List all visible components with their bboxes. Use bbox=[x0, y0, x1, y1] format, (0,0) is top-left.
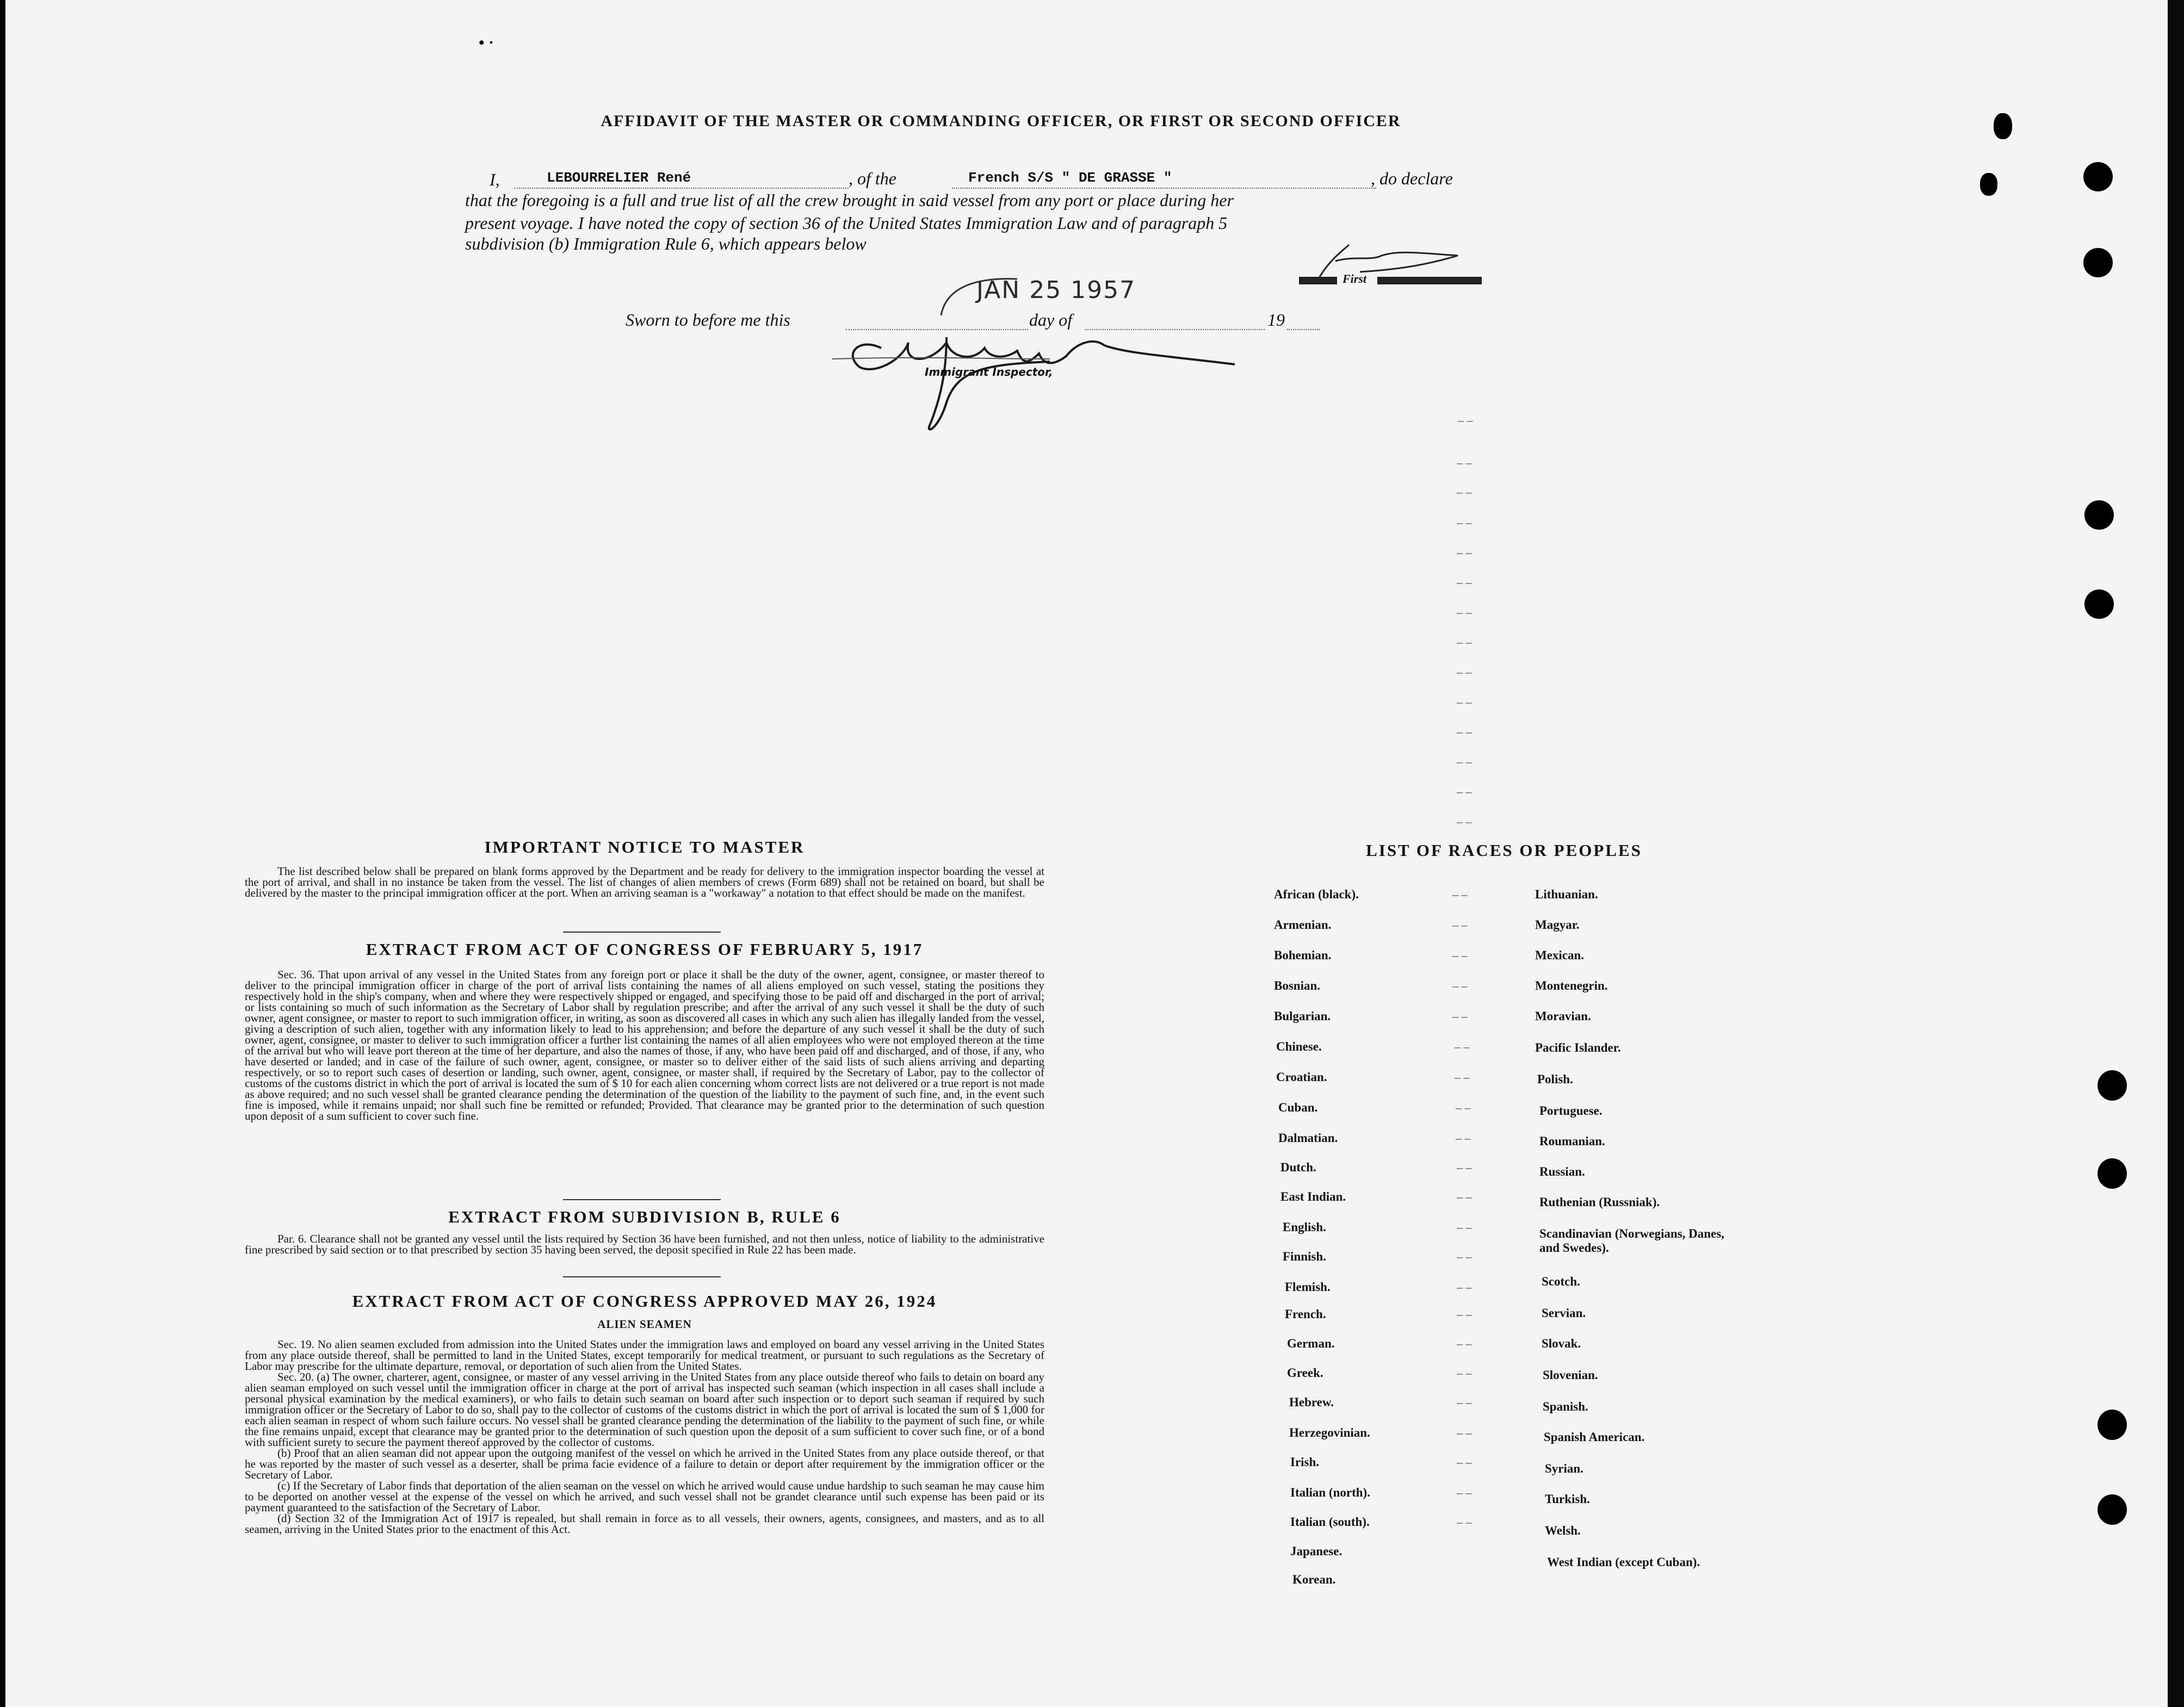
race-item: Slovenian. bbox=[1543, 1368, 1598, 1382]
extract-1917-paragraph: Sec. 36. That upon arrival of any vessel in the United States from any foreign port or place it shall be the duty of the owner, agent, consignee, or master thereof to deliver to the principal immigration officer in charge of the port of arrival lists containing the names of all aliens employed on such vessel, stating the positions they respectively hold in the ship's company, when and where they were respectively shipped or engaged, and specifying those to be paid off and discharged in the port of arrival; or lists containing so much of such information as the Secretary of Labor shall by regulation prescribe; and after the arrival of any such vessel it shall be the duty of such owner, agent consignee, or master to report to such immigration officer, in writing, as soon as discovered all cases in which any such alien has illegally landed from the vessel, giving a description of such alien, together with any information likely to lead to his apprehension; and before the departure of any such vessel it shall be the duty of such owner, agent, consignee, or master to deliver to such immigration officer a further list containing the names of all alien employees who were not employed thereon at the time of the arrival but who will leave port thereon at the time of her departure, and also the names of those, if any, who have been paid off and discharged, and of those, if any, who have deserted or landed; and in case of the failure of such owner, agent, consignee, or master so to deliver either of the said lists of such aliens arriving and departing respectively, or so to report such cases of desertion or landing, such owner, agent, consignee, or master shall, if required by the Secretary of Labor, pay to the collector of customs of the customs district in which the port of arrival is located the sum of $ 10 for each alien concerning whom correct lists are not delivered or a true report is not made as above required; and no such vessel shall be granted clearance pending the determination of the question of the liability to the payment of such fine, and, in the event such fine is imposed, while it remains unpaid; nor shall such fine be remitted or refunded; Provided. That clearance may be granted prior to the determination of such question upon deposit of a sum sufficient to cover such fine. bbox=[245, 968, 1044, 1122]
race-item: Scotch. bbox=[1542, 1275, 1580, 1288]
separator-dash: ‒ ‒ bbox=[1457, 1455, 1472, 1469]
separator-dash: ‒ ‒ bbox=[1456, 1131, 1471, 1145]
extract-rule6-title: EXTRACT FROM SUBDIVISION B, RULE 6 bbox=[448, 1207, 841, 1226]
vessel-name: French S/S " DE GRASSE " bbox=[968, 170, 1172, 186]
extract-rule6-text bbox=[245, 1233, 1044, 1255]
day-of-label: day of bbox=[1029, 310, 1073, 330]
separator-dash: ‒ ‒ bbox=[1452, 1009, 1468, 1023]
affidavit-line-3: present voyage. I have noted the copy of section 36 of the United States Immigration Law and of paragraph 5 bbox=[465, 213, 1228, 233]
separator-dash: ‒ ‒ bbox=[1457, 695, 1472, 709]
binder-hole bbox=[2098, 1158, 2127, 1189]
separator-dash: ‒ ‒ bbox=[1452, 887, 1468, 901]
race-item: Servian. bbox=[1542, 1306, 1586, 1320]
separator-dash: ‒ ‒ bbox=[1457, 516, 1472, 529]
race-item: Armenian. bbox=[1274, 918, 1332, 932]
binder-hole bbox=[2084, 500, 2114, 530]
separator-dash: ‒ ‒ bbox=[1457, 635, 1472, 649]
extract-1917-text bbox=[245, 969, 1044, 1121]
separator-dash: ‒ ‒ bbox=[1457, 1337, 1472, 1350]
race-item: Pacific Islander. bbox=[1535, 1041, 1621, 1054]
race-item: Korean. bbox=[1292, 1573, 1336, 1586]
race-item: Herzegovinian. bbox=[1289, 1426, 1370, 1439]
binder-hole bbox=[2084, 589, 2114, 619]
separator-dash: ‒ ‒ bbox=[1455, 1040, 1470, 1053]
affidavit-line-2: that the foregoing is a full and true list of all the crew brought in said vessel from any port or place during her bbox=[465, 190, 1234, 210]
race-item: Mexican. bbox=[1535, 948, 1585, 962]
officer-signature bbox=[1295, 239, 1480, 299]
separator-dash: ‒ ‒ bbox=[1452, 979, 1468, 992]
race-item: Roumanian. bbox=[1539, 1134, 1605, 1148]
race-item: Finnish. bbox=[1283, 1250, 1326, 1263]
race-item: Magyar. bbox=[1535, 918, 1580, 932]
document-page bbox=[5, 0, 2168, 1707]
race-item: Bohemian. bbox=[1274, 948, 1332, 962]
separator-dash: ‒ ‒ bbox=[1457, 1220, 1472, 1234]
separator-dash: ‒ ‒ bbox=[1457, 545, 1472, 559]
race-item: African (black). bbox=[1274, 887, 1359, 901]
separator-dash: ‒ ‒ bbox=[1455, 1070, 1470, 1084]
separator-dash: ‒ ‒ bbox=[1457, 456, 1472, 469]
master-name: LEBOURRELIER René bbox=[547, 170, 691, 186]
race-item: English. bbox=[1283, 1220, 1326, 1234]
races-title: LIST OF RACES OR PEOPLES bbox=[1366, 841, 1642, 860]
race-item: Lithuanian. bbox=[1535, 887, 1598, 901]
separator-dash: ‒ ‒ bbox=[1452, 948, 1468, 962]
race-item: Spanish American. bbox=[1544, 1430, 1645, 1444]
race-item: Bosnian. bbox=[1274, 979, 1321, 992]
race-item: Polish. bbox=[1537, 1072, 1573, 1086]
race-item: Italian (south). bbox=[1290, 1515, 1370, 1529]
race-item: Slovak. bbox=[1542, 1337, 1581, 1350]
binder-hole bbox=[2098, 1070, 2127, 1101]
race-item: Italian (north). bbox=[1290, 1486, 1370, 1499]
struck-title-right bbox=[1377, 277, 1482, 284]
extract-1924-paragraph: (c) If the Secretary of Labor finds that deportation of the alien seaman on the vessel on which he arrived would cause undue hardship to such seaman he may cause him to be deported on another vessel at the expense of the vessel on which he arrived, and such vessel shall not be grandet clearance until such expense has been paid or its payment guaranteed to the satisfaction of the Secretary of Labor. bbox=[245, 1479, 1044, 1514]
race-item: Hebrew. bbox=[1289, 1395, 1334, 1409]
divider bbox=[563, 932, 721, 933]
notice-text bbox=[245, 866, 1044, 898]
extract-1924-paragraph: (d) Section 32 of the Immigration Act of 1917 is repealed, but shall remain in force as to all vessels, their owners, agents, consignees, and masters, and as to all seamen, arriving in the United States prior to the enactment of this Act. bbox=[245, 1512, 1044, 1536]
race-item: Cuban. bbox=[1278, 1101, 1318, 1114]
race-item: German. bbox=[1287, 1337, 1335, 1350]
divider bbox=[563, 1199, 721, 1200]
extract-rule6-paragraph: Par. 6. Clearance shall not be granted any vessel until the lists required by Section 36 have been furnished, and not then unless, notice of liability to the administrative fine prescribed by said section or to that prescribed by section 35 having been served, the deposit specified in Rule 22 has been made. bbox=[245, 1232, 1044, 1256]
notice-paragraph: The list described below shall be prepared on blank forms approved by the Department and be ready for delivery to the immigration inspector boarding the vessel at the port of arrival, and shall in no instance be taken from the vessel. The list of changes of alien members of crews (Form 689) shall not be retained on board, but shall be delivered by the master to the principal immigration officer at the port. When an arriving seaman is a "workaway" a notation to that effect should be made on the manifest. bbox=[245, 865, 1044, 899]
race-item: Turkish. bbox=[1545, 1492, 1590, 1506]
separator-dash: ‒ ‒ bbox=[1457, 755, 1472, 768]
race-item: Scandinavian (Norwegians, Danes, and Swedes). bbox=[1539, 1227, 1724, 1255]
race-item: Japanese. bbox=[1290, 1544, 1342, 1558]
separator-dash: ‒ ‒ bbox=[1457, 1280, 1472, 1294]
binder-hole bbox=[2083, 248, 2113, 277]
page-edge-shadow bbox=[2168, 0, 2184, 1707]
separator-dash: ‒ ‒ bbox=[1457, 1366, 1472, 1380]
date-stamp: JAN 25 1957 bbox=[976, 276, 1136, 304]
extract-1924-paragraph: Sec. 20. (a) The owner, charterer, agent, consignee, or master of any vessel arriving in the United States from any place outside thereof who fails to detain on board any alien seaman employed on such vessel until the immigration officer in charge at the port of arrival has inspected such seaman (which inspection in all cases shall include a personal physical examination by the medical examiners), or who fails to detain such seaman on board after such inspection or to deport such seaman if required by such immigration officer or the Secretary of Labor to do so, shall pay to the collector of customs of the customs district in which the port of arrival is located the sum of $ 1,000 for each alien seaman in respect of whom such failure occurs. No vessel shall be granted clearance pending the determination of the liability to the payment of such fine, or while the fine remains unpaid, except that clearance may be granted prior to the determination of such question upon the deposit of a sum sufficient to cover such fine, or of a bond with sufficient surety to secure the payment thereof approved by the collector of customs. bbox=[245, 1370, 1044, 1449]
race-item: Bulgarian. bbox=[1274, 1009, 1331, 1023]
extract-1917-title: EXTRACT FROM ACT OF CONGRESS OF FEBRUARY 5, 1917 bbox=[366, 940, 924, 959]
separator-dash: ‒ ‒ bbox=[1457, 665, 1472, 679]
divider bbox=[563, 1276, 721, 1277]
top-marks: • · bbox=[479, 34, 494, 52]
race-item: Montenegrin. bbox=[1535, 979, 1608, 992]
separator-dash: ‒ ‒ bbox=[1457, 1395, 1472, 1409]
race-item: Chinese. bbox=[1276, 1040, 1322, 1053]
separator-dash: ‒ ‒ bbox=[1458, 413, 1473, 427]
race-item: Ruthenian (Russniak). bbox=[1539, 1195, 1660, 1209]
race-item: Dutch. bbox=[1280, 1160, 1316, 1174]
binder-hole bbox=[1980, 173, 1997, 196]
separator-dash: ‒ ‒ bbox=[1457, 1486, 1472, 1499]
separator-dash: ‒ ‒ bbox=[1452, 918, 1468, 932]
race-item: West Indian (except Cuban). bbox=[1547, 1555, 1700, 1569]
separator-dash: ‒ ‒ bbox=[1457, 1190, 1472, 1203]
race-item: Spanish. bbox=[1543, 1400, 1588, 1413]
binder-hole bbox=[2098, 1494, 2127, 1525]
separator-dash: ‒ ‒ bbox=[1457, 1307, 1472, 1321]
officer-title: First bbox=[1342, 272, 1367, 285]
sworn-label: Sworn to before me this bbox=[626, 310, 790, 330]
extract-1924-title: EXTRACT FROM ACT OF CONGRESS APPROVED MAY 26, 1924 bbox=[352, 1292, 937, 1311]
year-prefix: 19 bbox=[1267, 310, 1285, 330]
race-item: Greek. bbox=[1287, 1366, 1323, 1380]
affidavit-do-declare: , do declare bbox=[1371, 169, 1453, 188]
race-item: French. bbox=[1285, 1307, 1326, 1321]
binder-hole bbox=[1994, 113, 2012, 139]
affidavit-of-the: , of the bbox=[849, 169, 896, 188]
struck-title-left bbox=[1299, 277, 1337, 284]
race-item: Syrian. bbox=[1545, 1462, 1583, 1475]
separator-dash: ‒ ‒ bbox=[1457, 1426, 1472, 1439]
separator-dash: ‒ ‒ bbox=[1457, 1160, 1472, 1174]
extract-1924-text bbox=[245, 1339, 1044, 1535]
binder-hole bbox=[2098, 1410, 2127, 1440]
race-item: Dalmatian. bbox=[1278, 1131, 1338, 1145]
race-item: Irish. bbox=[1290, 1455, 1320, 1469]
separator-dash: ‒ ‒ bbox=[1457, 785, 1472, 798]
separator-dash: ‒ ‒ bbox=[1457, 725, 1472, 738]
separator-dash: ‒ ‒ bbox=[1457, 575, 1472, 589]
extract-1924-subtitle: ALIEN SEAMEN bbox=[597, 1318, 692, 1331]
inspector-label: Immigrant Inspector, bbox=[925, 365, 1053, 378]
separator-dash: ‒ ‒ bbox=[1457, 815, 1472, 828]
race-item: Welsh. bbox=[1545, 1524, 1581, 1537]
race-item: East Indian. bbox=[1280, 1190, 1346, 1203]
race-item: Croatian. bbox=[1276, 1070, 1327, 1084]
notice-title: IMPORTANT NOTICE TO MASTER bbox=[484, 837, 805, 856]
separator-dash: ‒ ‒ bbox=[1457, 605, 1472, 619]
affidavit-title: AFFIDAVIT OF THE MASTER OR COMMANDING OFFICER, OR FIRST OR SECOND OFFICER bbox=[601, 112, 1401, 130]
extract-1924-paragraph: (b) Proof that an alien seaman did not appear upon the outgoing manifest of the vessel on which he arrived in the United States from any place outside thereof, or that he was reported by the master of such vessel as a deserter, shall be prima facie evidence of a failure to detain or deport after requirement by the immigration officer or the Secretary of Labor. bbox=[245, 1447, 1044, 1481]
separator-dash: ‒ ‒ bbox=[1457, 1515, 1472, 1529]
affidavit-i-label: I, bbox=[490, 170, 500, 189]
separator-dash: ‒ ‒ bbox=[1456, 1101, 1471, 1114]
race-item: Russian. bbox=[1539, 1165, 1585, 1178]
separator-dash: ‒ ‒ bbox=[1457, 1250, 1472, 1263]
extract-1924-paragraph: Sec. 19. No alien seamen excluded from admission into the United States under the immigration laws and employed on board any vessel arriving in the United States from any place outside thereof, shall be permitted to land in the United States, except temporarily for medical treatment, or pursuant to such regulations as the Secretary of Labor may prescribe for the ultimate departure, removal, or deportation of such alien from the United States. bbox=[245, 1338, 1044, 1373]
binder-hole bbox=[2083, 162, 2113, 191]
separator-dash: ‒ ‒ bbox=[1457, 485, 1472, 499]
race-item: Portuguese. bbox=[1539, 1104, 1603, 1118]
race-item: Moravian. bbox=[1535, 1009, 1591, 1023]
race-item: Flemish. bbox=[1285, 1280, 1331, 1294]
affidavit-line-4: subdivision (b) Immigration Rule 6, which appears below bbox=[465, 234, 867, 253]
